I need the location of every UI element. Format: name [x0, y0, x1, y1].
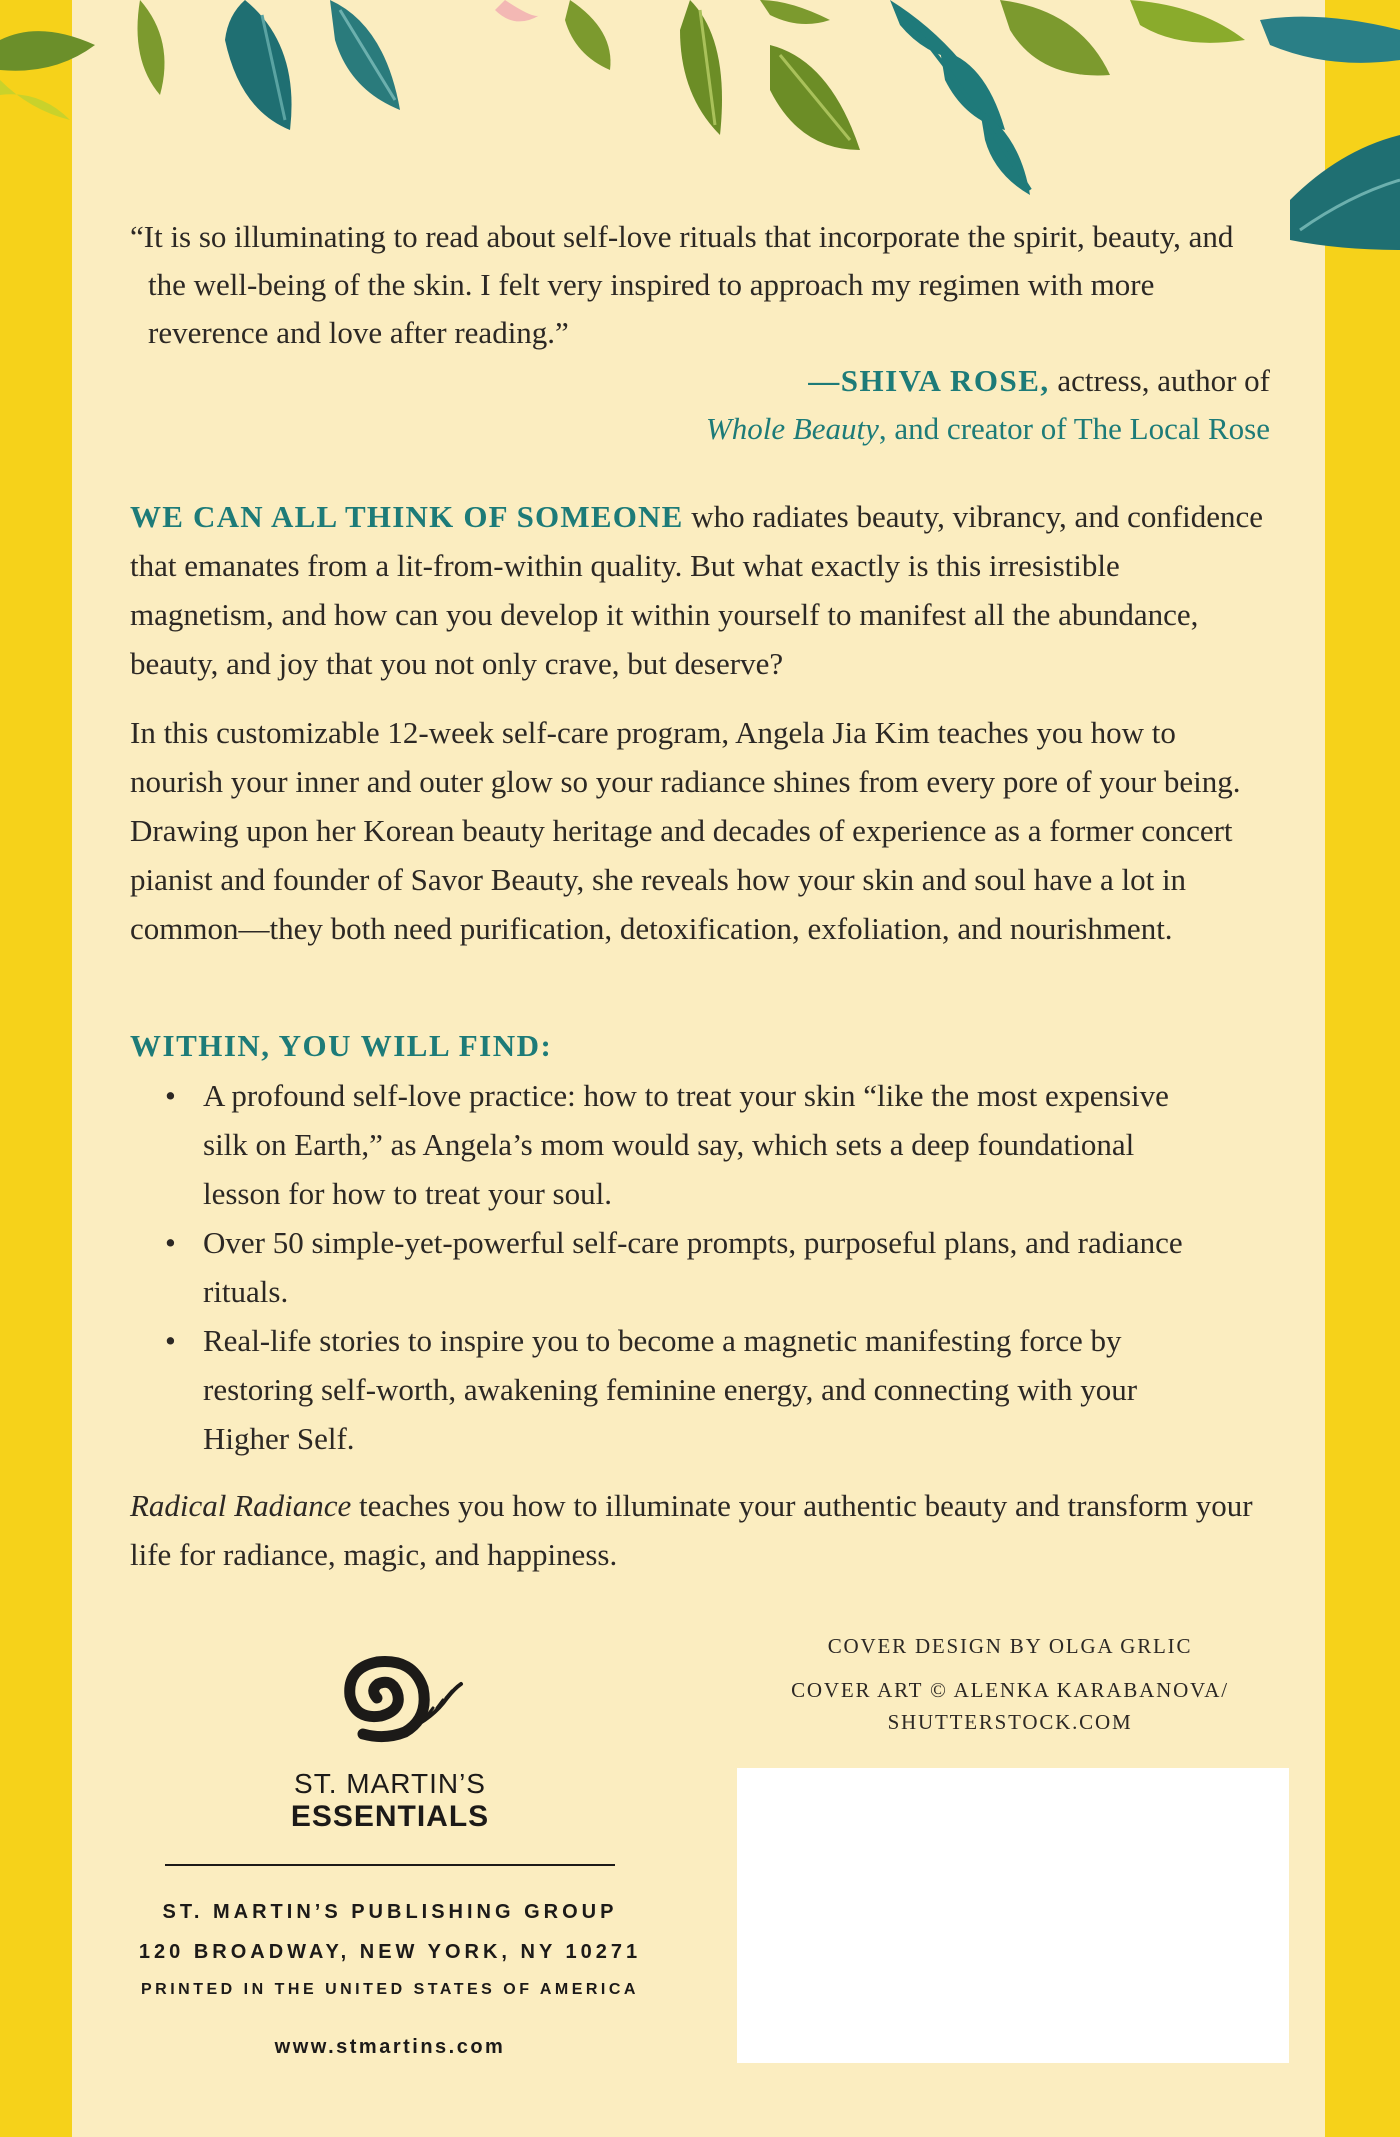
cover-design-credit: COVER DESIGN BY OLGA GRLIC	[827, 1634, 1193, 1658]
within-list	[165, 1071, 1205, 1463]
quote-attribution	[130, 357, 1270, 453]
intro-lead: WE CAN ALL THINK OF SOMEONE	[130, 499, 684, 534]
closing-text: teaches you how to illuminate your authentic beauty and transform your life for radiance, magic, and happiness.	[130, 1488, 1253, 1572]
quote-author-book: Whole Beauty	[705, 411, 879, 446]
list-item-text: A profound self-love practice: how to treat your skin “like the most expensive silk on Earth,” as Angela’s mom would say, which sets a deep foundational lesson for how to treat your soul.	[203, 1078, 1169, 1211]
quote-author-dash: —	[808, 363, 841, 398]
list-item	[165, 1316, 1205, 1463]
intro-paragraph	[130, 492, 1270, 688]
bullet-icon: •	[165, 1323, 176, 1358]
quote-text: “It is so illuminating to read about self-love rituals that incorporate the spirit, beauty, and the well-being of the skin. I felt very inspired to approach my regimen with more reverence and love after reading.”	[130, 219, 1234, 350]
quote-author-rest: , and creator of The Local Rose	[878, 411, 1270, 446]
cover-credits	[740, 1630, 1280, 1750]
list-item	[165, 1218, 1205, 1316]
quote-author-name: SHIVA ROSE,	[840, 363, 1050, 398]
imprint-name-top: ST. MARTIN’S	[294, 1768, 486, 1799]
closing-paragraph	[130, 1481, 1270, 1579]
barcode-area	[737, 1768, 1289, 2063]
cover-art-credit	[740, 1674, 1280, 1738]
imprint-name-bottom: ESSENTIALS	[290, 1800, 490, 1833]
bullet-icon: •	[165, 1225, 176, 1260]
spiral-logo-icon	[315, 1640, 465, 1750]
quote-author-role: actress, author of	[1049, 363, 1270, 398]
publisher-block	[100, 1640, 680, 2059]
leaves-center-cluster	[565, 0, 860, 150]
intro-text: who radiates beauty, vibrancy, and confidence that emanates from a lit-from-within quality. But what exactly is this irresistible magnetism, and how can you develop it within yourself to manifest all the abundance, beauty, and joy that you not only crave, but deserve?	[130, 499, 1264, 681]
cover-art-line-1: COVER ART © ALENKA KARABANOVA/	[791, 1678, 1229, 1702]
publisher-group: ST. MARTIN’S PUBLISHING GROUP	[162, 1901, 618, 1923]
list-item	[165, 1071, 1205, 1218]
left-yellow-band	[0, 0, 72, 2137]
publisher-divider	[165, 1864, 615, 1866]
publisher-website: www.stmartins.com	[274, 2036, 506, 2058]
printed-in-notice: PRINTED IN THE UNITED STATES OF AMERICA	[141, 1981, 639, 1998]
program-paragraph: In this customizable 12-week self-care program, Angela Jia Kim teaches you how to nourish your inner and outer glow so your radiance shines from every pore of your being. Drawing upon her Korean beauty heritage and decades of experience as a former concert pianist and founder of Savor Beauty, she reveals how your skin and soul have a lot in common—they both need purification, detoxification, exfoliation, and nourishment.	[130, 715, 1241, 946]
closing-book-title: Radical Radiance	[130, 1488, 352, 1523]
publisher-address: 120 BROADWAY, NEW YORK, NY 10271	[138, 1941, 642, 1963]
list-item-text: Real-life stories to inspire you to become a magnetic manifesting force by restoring self-worth, awakening feminine energy, and connecting with your Higher Self.	[203, 1323, 1138, 1456]
leaves-left-cluster	[0, 0, 540, 130]
list-item-text: Over 50 simple-yet-powerful self-care prompts, purposeful plans, and radiance rituals.	[203, 1225, 1183, 1309]
endorsement-quote	[130, 213, 1270, 453]
cover-art-line-2: SHUTTERSTOCK.COM	[887, 1710, 1133, 1734]
bullet-icon: •	[165, 1078, 176, 1113]
right-yellow-band	[1325, 0, 1400, 2137]
within-heading: WITHIN, YOU WILL FIND:	[130, 1028, 553, 1063]
